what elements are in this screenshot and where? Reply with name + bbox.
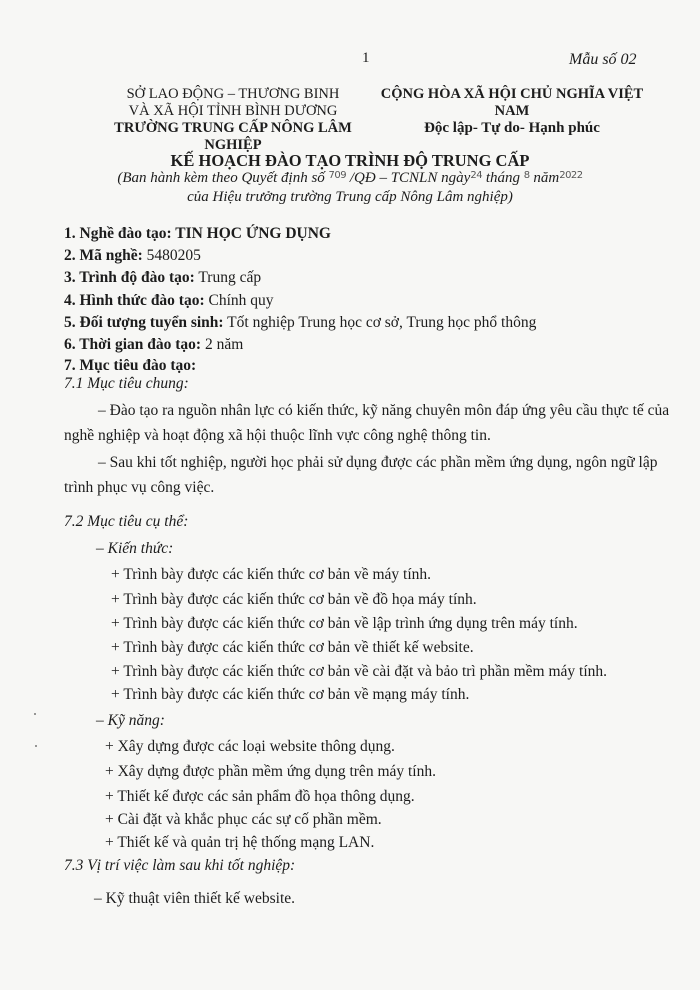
- agency-line-1: SỞ LAO ĐỘNG – THƯƠNG BINH: [126, 86, 340, 102]
- section-7-1-heading: 7.1 Mục tiêu chung:: [64, 375, 189, 392]
- item-occupation: 1. Nghề đào tạo: TIN HỌC ỨNG DỤNG: [64, 225, 331, 242]
- skill-item: + Xây dựng được các loại website thông dụng.: [105, 738, 395, 755]
- document-title: KẾ HOẠCH ĐÀO TẠO TRÌNH ĐỘ TRUNG CẤP: [170, 151, 530, 170]
- item-training-form: 4. Hình thức đào tạo: Chính quy: [64, 292, 274, 309]
- knowledge-item: + Trình bày được các kiến thức cơ bản về mạng máy tính.: [111, 686, 470, 703]
- handwritten-decision-number: 709: [328, 170, 347, 181]
- country-name: CỘNG HÒA XÃ HỘI CHỦ NGHĨA VIỆT NAM: [380, 86, 644, 119]
- general-objective-2-line-1: – Sau khi tốt nghiệp, người học phải sử dụng được các phần mềm ứng dụng, ngôn ngữ lập: [98, 454, 658, 471]
- motto: Độc lập- Tự do- Hạnh phúc: [424, 120, 600, 136]
- job-position-item: – Kỹ thuật viên thiết kế website.: [94, 890, 296, 907]
- item-training-duration: 6. Thời gian đào tạo: 2 năm: [64, 336, 244, 353]
- item-training-objectives: 7. Mục tiêu đào tạo:: [64, 357, 197, 374]
- handwritten-day: 24: [470, 170, 483, 181]
- scan-speck: [34, 713, 36, 715]
- school-name: TRƯỜNG TRUNG CẤP NÔNG LÂM NGHIỆP: [114, 120, 352, 153]
- knowledge-item: + Trình bày được các kiến thức cơ bản về đồ họa máy tính.: [111, 591, 477, 608]
- item-training-level: 3. Trình độ đào tạo: Trung cấp: [64, 269, 262, 286]
- knowledge-item: + Trình bày được các kiến thức cơ bản về máy tính.: [111, 566, 432, 583]
- skill-item: + Cài đặt và khắc phục các sự cố phần mềm.: [105, 811, 382, 828]
- item-enrollment-target: 5. Đối tượng tuyển sinh: Tốt nghiệp Trung học cơ sở, Trung học phổ thông: [64, 314, 537, 331]
- skills-heading: – Kỹ năng:: [96, 712, 165, 729]
- item-occupation-code: 2. Mã nghề: 5480205: [64, 247, 201, 264]
- knowledge-item: + Trình bày được các kiến thức cơ bản về lập trình ứng dụng trên máy tính.: [111, 615, 578, 632]
- general-objective-1-line-2: nghề nghiệp và hoạt động xã hội thuộc lĩnh vực công nghệ thông tin.: [64, 427, 491, 444]
- general-objective-2-line-2: trình phục vụ công việc.: [64, 479, 215, 496]
- handwritten-month: 8: [523, 170, 530, 181]
- skill-item: + Thiết kế được các sản phẩm đồ họa thông dụng.: [105, 788, 415, 805]
- skill-item: + Thiết kế và quản trị hệ thống mạng LAN.: [105, 834, 375, 851]
- form-number: Mẫu số 02: [569, 51, 637, 68]
- national-motto: [362, 86, 662, 137]
- general-objective-1-line-1: – Đào tạo ra nguồn nhân lực có kiến thức, kỹ năng chuyên môn đáp ứng yêu cầu thực tế của: [98, 402, 670, 419]
- skill-item: + Xây dựng được phần mềm ứng dụng trên máy tính.: [105, 763, 436, 780]
- agency-line-2: VÀ XÃ HỘI TỈNH BÌNH DƯƠNG: [128, 103, 338, 119]
- section-7-2-heading: 7.2 Mục tiêu cụ thể:: [64, 513, 189, 530]
- page-number: 1: [362, 50, 370, 66]
- knowledge-heading: – Kiến thức:: [96, 540, 174, 557]
- subtitle-line-2: của Hiệu trưởng trường Trung cấp Nông Lâm nghiệp): [187, 189, 513, 205]
- knowledge-item: + Trình bày được các kiến thức cơ bản về thiết kế website.: [111, 639, 474, 656]
- handwritten-year: 2022: [559, 170, 583, 181]
- knowledge-item: + Trình bày được các kiến thức cơ bản về cài đặt và bảo trì phần mềm máy tính.: [111, 663, 608, 680]
- scan-speck: [35, 745, 37, 747]
- subtitle-line-1: (Ban hành kèm theo Quyết định số $^{709}$ /QĐ – TCNLN ngày$^{24}$ tháng $^8$ năm$^{2022}$: [117, 170, 583, 186]
- section-7-3-heading: 7.3 Vị trí việc làm sau khi tốt nghiệp:: [64, 857, 296, 874]
- issuing-agency: [88, 86, 378, 154]
